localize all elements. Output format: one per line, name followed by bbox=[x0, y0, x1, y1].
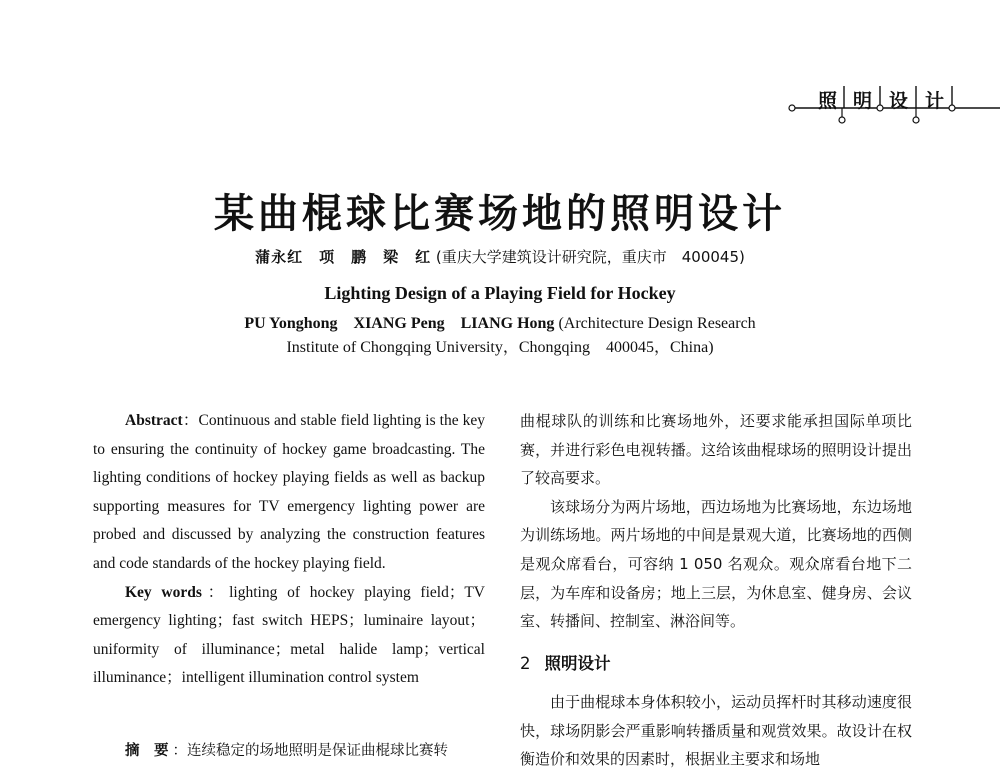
abstract-cn bbox=[93, 739, 485, 760]
authors-cn-names: 蒲永红 项 鹏 梁 红 bbox=[255, 248, 432, 266]
section-number: 2 bbox=[520, 654, 531, 673]
abstract-en-text: ：Continuous and stable field lighting is the key to ensuring the continuity of hockey game broadcasting. The lighting conditions of hockey playing fields as well as backup supporting measures for TV emergency lighting power are probed and discussed by analyzing the construction features and code standards of the hockey playing field. bbox=[93, 412, 485, 572]
abstract-en-column bbox=[93, 407, 485, 693]
keywords-en-label: Key words bbox=[125, 583, 202, 601]
abstract-en-label: Abstract bbox=[125, 412, 183, 429]
tag-char-3: 设 bbox=[889, 90, 909, 112]
abstract-en bbox=[93, 407, 485, 579]
authors-en-names: PU Yonghong XIANG Peng LIANG Hong bbox=[244, 315, 555, 332]
keywords-en bbox=[93, 579, 485, 693]
abstract-cn-label: 摘 要 bbox=[125, 743, 169, 759]
body-paragraph-2: 该球场分为两片场地，西边场地为比赛场地，东边场地为训练场地。两片场地的中间是景观大道，比赛场地的西侧是观众席看台，可容纳 1 050 名观众。观众席看台地下二层，为车库和设备房；地上三层，为休息室、健身房、会议室、转播间、控制室、淋浴间等。 bbox=[520, 497, 912, 631]
abstract-cn-text: ：连续稳定的场地照明是保证曲棍球比赛转 bbox=[172, 743, 448, 759]
authors-en-affiliation-line1: (Architecture Design Research bbox=[554, 315, 756, 332]
authors-cn-affiliation: (重庆大学建筑设计研究院，重庆市 400045) bbox=[435, 248, 745, 266]
page-title: 某曲棍球比赛场地的照明设计 bbox=[214, 191, 786, 237]
section-tag bbox=[788, 80, 1000, 128]
section-heading bbox=[520, 650, 611, 674]
tag-char-2: 明 bbox=[853, 90, 873, 112]
tag-char-1: 照 bbox=[818, 90, 838, 112]
authors-en bbox=[0, 310, 1000, 333]
title-en: Lighting Design of a Playing Field for Hockey bbox=[324, 283, 676, 303]
body-paragraph-3: 由于曲棍球本身体积较小，运动员挥杆时其移动速度很快，球场阴影会严重影响转播质量和观赏效果。故设计在权衡造价和效果的因素时，根据业主要求和场地 bbox=[520, 693, 912, 769]
body-paragraph-1: 曲棍球队的训练和比赛场地外，还要求能承担国际单项比赛，并进行彩色电视转播。这给该曲棍球场的照明设计提出了较高要求。 bbox=[520, 412, 912, 488]
authors-en-affiliation-line2: Institute of Chongqing University，Chongqing 400045，China) bbox=[286, 339, 714, 356]
keywords-en-text: ：lighting of hockey playing field；TV emergency lighting；fast switch HEPS；luminaire layout；uniformity of illuminance；metal halide lamp；vertical illuminance；intelligent illumination control system bbox=[93, 583, 485, 687]
body-cn-column bbox=[520, 407, 912, 636]
section-title: 照明设计 bbox=[544, 654, 611, 673]
tag-char-4: 计 bbox=[925, 90, 945, 112]
authors-cn bbox=[0, 246, 1000, 267]
body-cn-column-continued bbox=[520, 688, 912, 774]
